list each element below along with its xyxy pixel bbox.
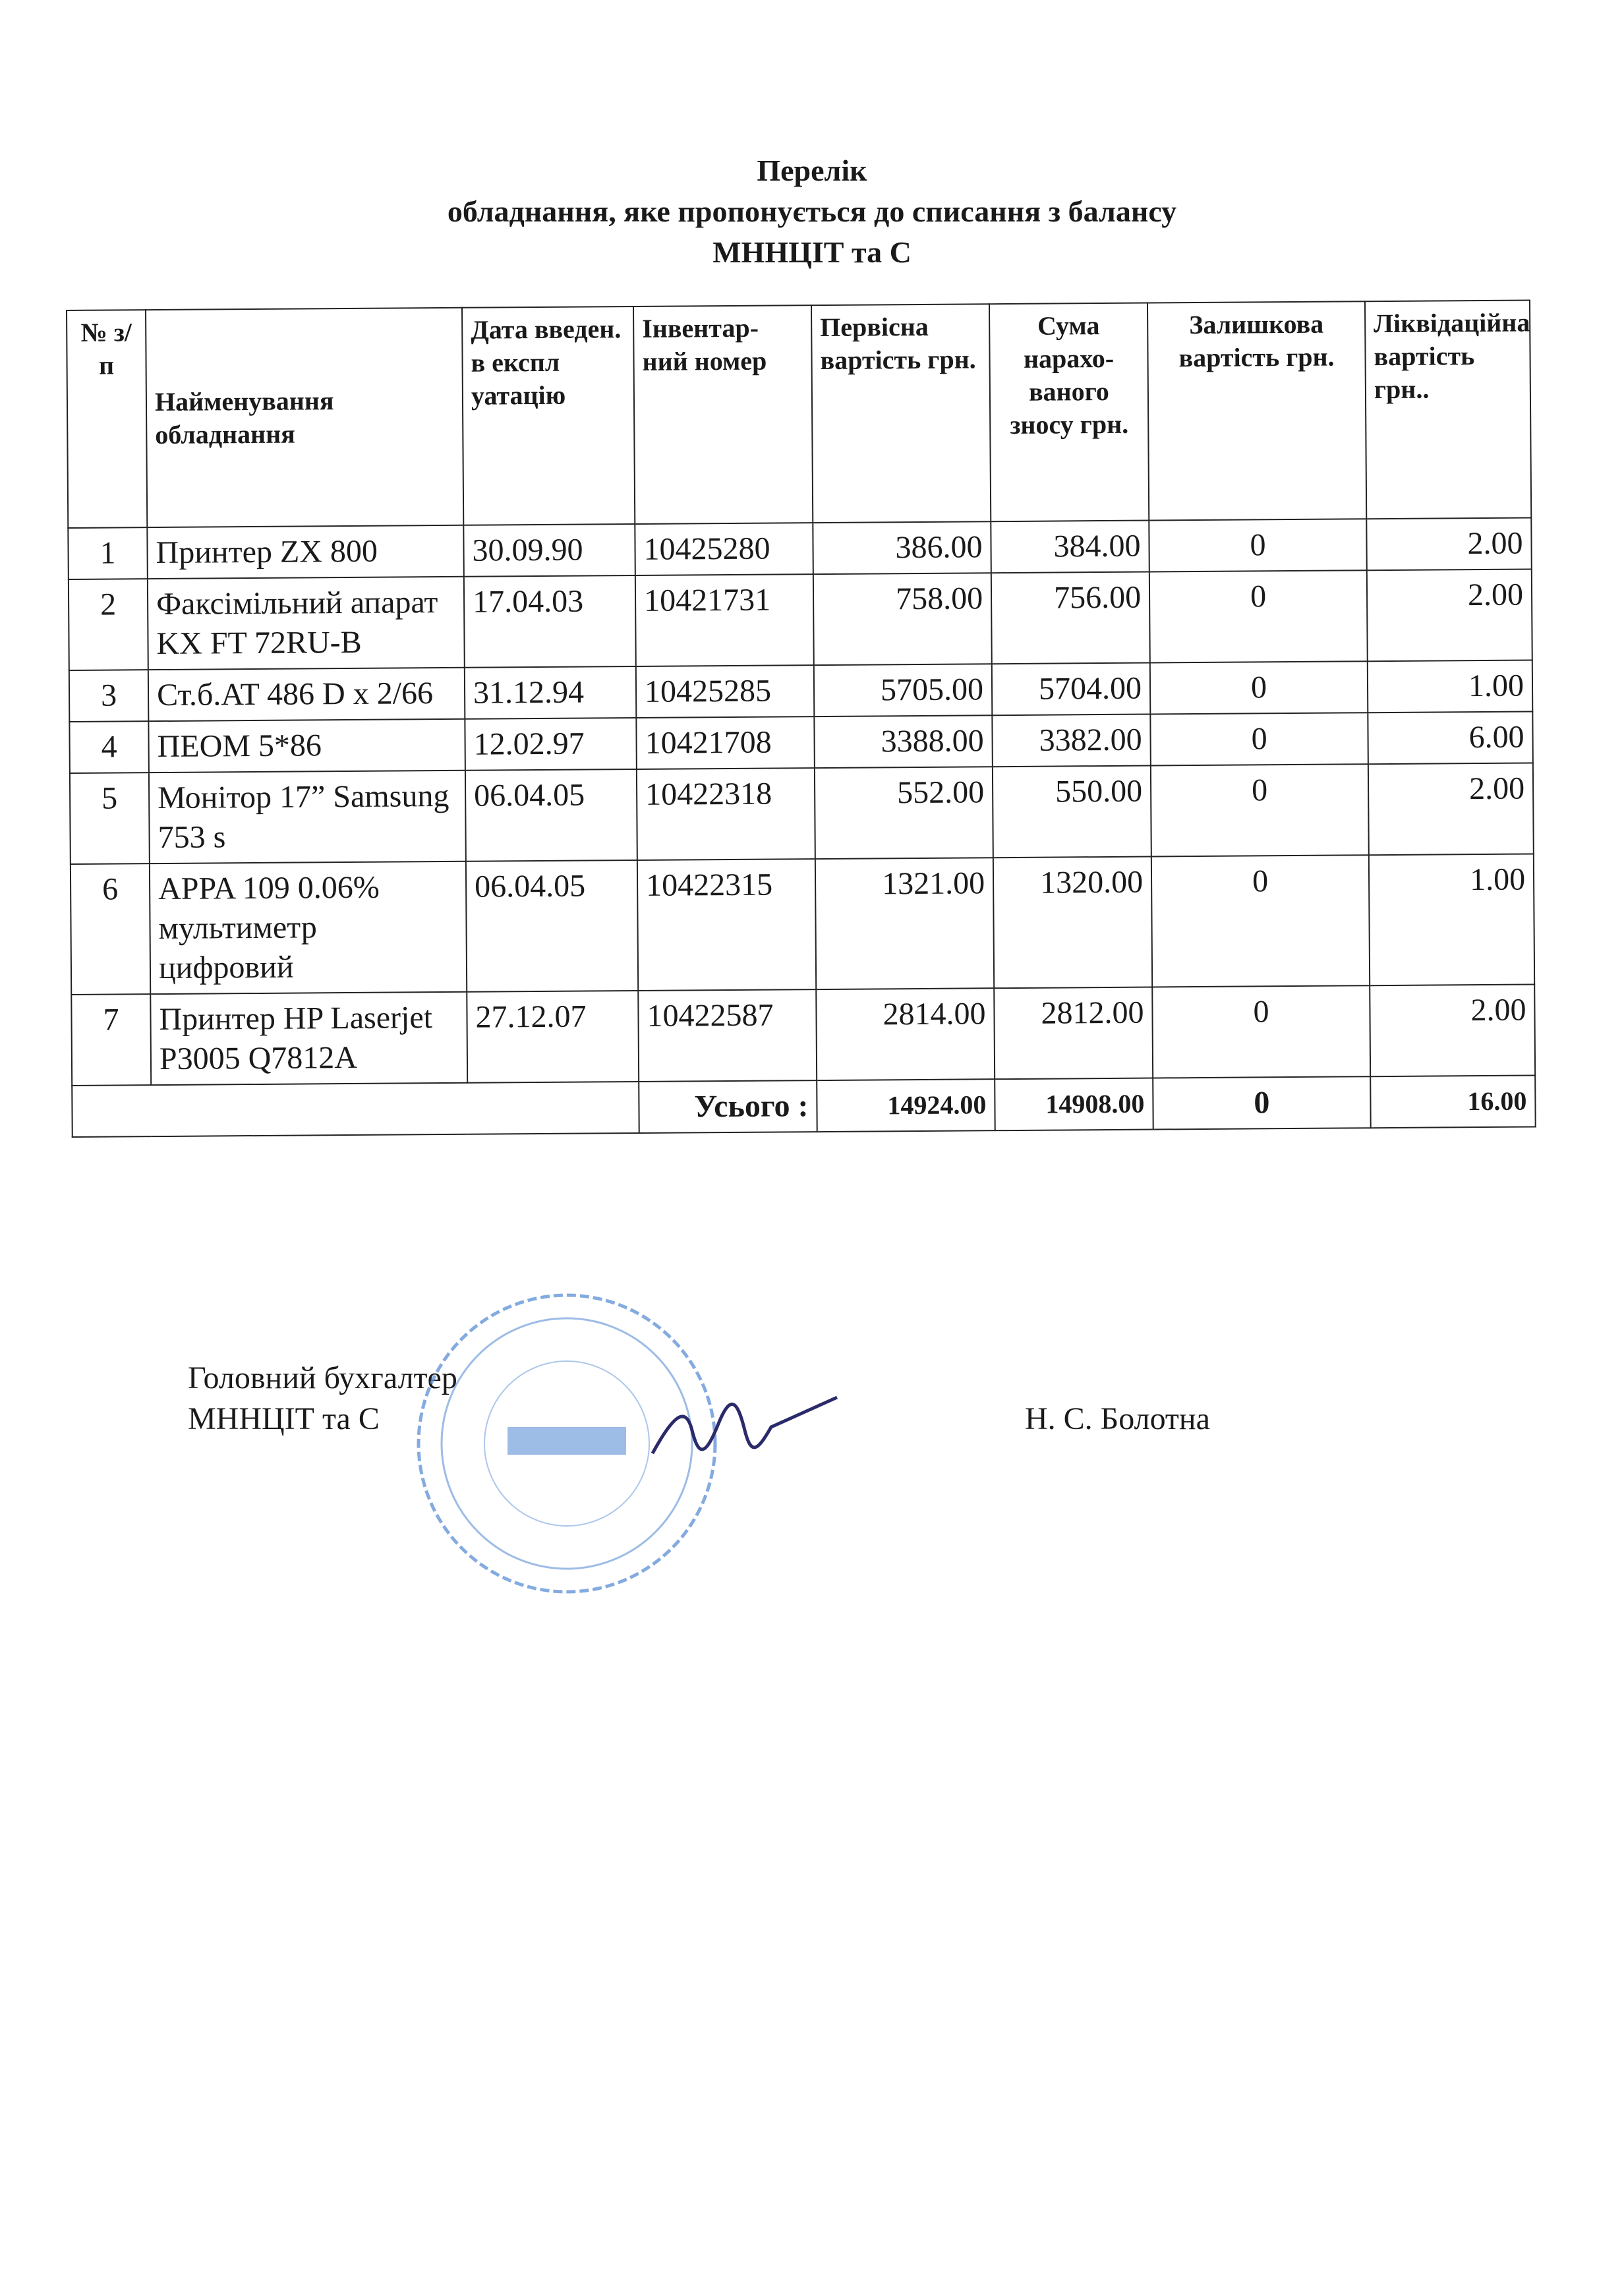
cell-name: APPA 109 0.06% мультиметр цифровий [150,862,467,994]
header-depreciation: Сума нарахо-ваного зносу грн. [989,303,1149,522]
cell-residual: 0 [1150,713,1368,765]
cell-initial: 1321.00 [815,858,994,989]
cell-depreciation: 756.00 [991,572,1150,664]
cell-residual: 0 [1152,985,1370,1078]
cell-name: Принтер ZX 800 [147,525,464,579]
document-title-line3: МННЦІТ та С [712,235,912,269]
cell-name: Факсімільний апарат KX FT 72RU-B [148,577,465,670]
cell-num: 6 [71,863,150,995]
document-title-line1: Перелік [757,154,867,187]
cell-depreciation: 550.00 [993,766,1151,858]
cell-inv: 10421708 [636,716,815,769]
cell-name: Ст.б.AT 486 D x 2/66 [148,668,465,721]
header-inv: Інвентар-ний номер [633,305,813,524]
cell-date: 27.12.07 [467,991,639,1083]
cell-initial: 3388.00 [814,715,993,768]
header-initial: Первісна вартість грн. [811,304,991,523]
cell-liquidation: 1.00 [1368,660,1533,713]
cell-residual: 0 [1149,570,1368,662]
cell-depreciation: 1320.00 [993,857,1152,989]
cell-residual: 0 [1151,764,1369,856]
cell-inv: 10425280 [635,523,813,575]
table-row [70,763,1534,863]
cell-date: 31.12.94 [465,666,637,719]
cell-name: ПЕОМ 5*86 [148,719,465,773]
cell-depreciation: 5704.00 [992,663,1151,716]
cell-num: 5 [70,773,150,864]
cell-liquidation: 1.00 [1369,854,1534,985]
total-initial: 14924.00 [817,1079,995,1132]
cell-date: 12.02.97 [465,718,637,771]
signature-name: Н. С. Болотна [1025,1401,1210,1436]
cell-residual: 0 [1150,661,1368,714]
header-name: Найменування обладнання [146,308,463,527]
cell-inv: 10425285 [636,665,815,718]
header-date: Дата введен. в експл уатацію [462,307,635,525]
cell-liquidation: 2.00 [1367,569,1532,661]
signature-mark-icon [646,1391,844,1470]
table-header-row [67,300,1531,527]
cell-residual: 0 [1151,855,1370,987]
cell-initial: 2814.00 [816,988,995,1080]
total-label: Усього : [639,1080,817,1133]
cell-depreciation: 2812.00 [994,987,1153,1080]
cell-depreciation: 3382.00 [992,715,1151,767]
cell-inv: 10422318 [637,768,815,860]
table-row [69,569,1532,670]
cell-initial: 552.00 [815,767,993,859]
cell-num: 4 [69,721,149,773]
table-row [71,854,1534,994]
cell-name: Принтер HP Laserjet P3005 Q7812A [150,992,467,1085]
cell-liquidation: 2.00 [1368,763,1534,855]
cell-residual: 0 [1149,519,1367,571]
cell-inv: 10421731 [635,574,814,666]
cell-initial: 758.00 [813,573,992,665]
cell-inv: 10422315 [637,859,816,991]
cell-liquidation: 6.00 [1368,711,1533,764]
cell-num: 7 [71,994,151,1086]
total-residual: 0 [1153,1076,1371,1129]
signature-position-line2: МННЦІТ та С [188,1401,380,1436]
signature-position-line1: Головний бухгалтер [188,1360,457,1395]
cell-date: 30.09.90 [463,524,635,577]
cell-initial: 386.00 [813,521,991,574]
cell-date: 17.04.03 [464,575,636,668]
header-residual: Залишкова вартість грн. [1147,301,1366,520]
cell-liquidation: 2.00 [1366,517,1532,570]
cell-inv: 10422587 [638,989,817,1082]
cell-liquidation: 2.00 [1370,984,1535,1076]
table-row [71,984,1535,1085]
header-num: № з/п [67,310,147,528]
equipment-table [66,299,1536,1137]
cell-name: Монітор 17” Samsung 753 s [149,771,466,863]
cell-num: 1 [68,527,148,579]
total-liquidation: 16.00 [1370,1075,1536,1128]
document-title-line2: обладнання, яке пропонується до списання з балансу [447,194,1177,228]
header-liquidation: Ліквідаційна вартість грн.. [1365,300,1531,519]
cell-num: 2 [69,579,148,670]
cell-date: 06.04.05 [466,860,638,992]
total-row [72,1075,1535,1136]
cell-depreciation: 384.00 [991,521,1149,573]
cell-initial: 5705.00 [814,664,993,716]
cell-date: 06.04.05 [465,769,637,862]
total-depreciation: 14908.00 [995,1078,1153,1131]
cell-num: 3 [69,670,149,722]
